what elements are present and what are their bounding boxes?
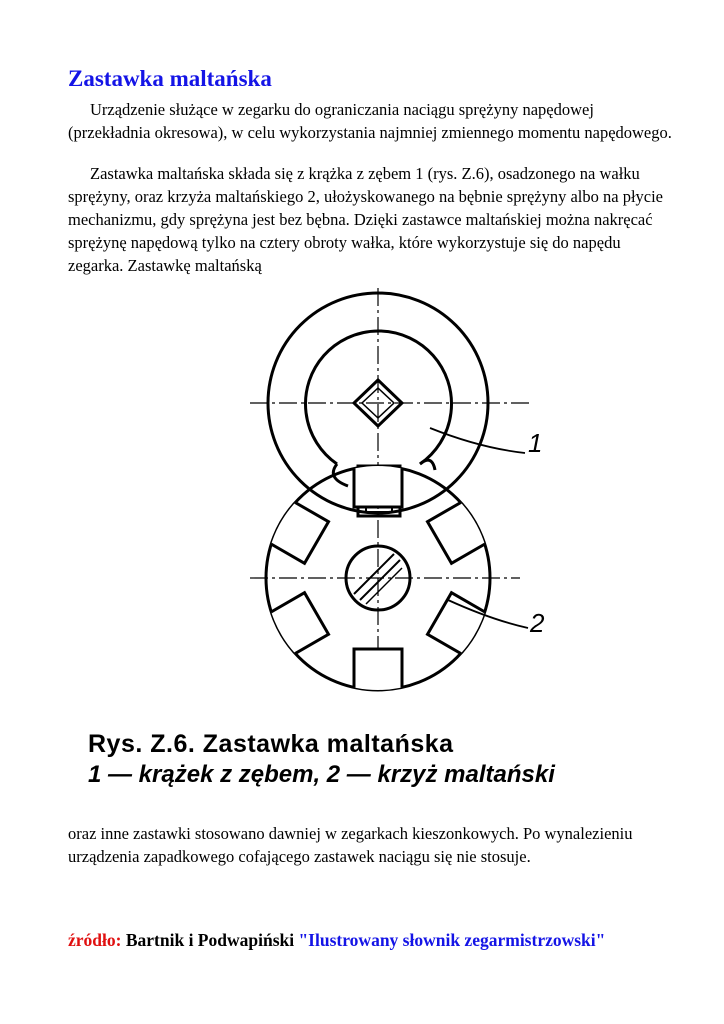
part-label-1: 1 xyxy=(528,428,543,458)
paragraph-description xyxy=(68,162,678,277)
caption-legend: 1 — krążek z zębem, 2 — krzyż maltański xyxy=(88,761,555,788)
part-label-2: 2 xyxy=(530,608,545,638)
paragraph-conclusion: oraz inne zastawki stosowano dawniej w zegarkach kieszonkowych. Po wynalezieniu urządzenia zapadkowego cofającego zastawek naciągu się nie stosuje. xyxy=(68,824,633,866)
source-title: "Ilustrowany słownik zegarmistrzowski" xyxy=(298,930,606,950)
source-authors: Bartnik i Podwapiński xyxy=(125,930,295,950)
geneva-drive-drawing xyxy=(230,288,570,708)
figure-caption xyxy=(88,730,555,789)
source-label: źródło: xyxy=(68,930,122,950)
paragraph-intro xyxy=(68,98,678,144)
geneva-drive-figure xyxy=(230,288,570,713)
caption-title: Rys. Z.6. Zastawka maltańska xyxy=(88,730,454,758)
source-line xyxy=(68,930,605,951)
paragraph-intro-text: Urządzenie służące w zegarku do ograniczania naciągu sprężyny napędowej (przekładnia okresowa), w celu wykorzystania najmniej zmiennego momentu napędowego. xyxy=(68,100,672,142)
paragraph-description-text: Zastawka maltańska składa się z krążka z zębem 1 (rys. Z.6), osadzonego na wałku sprężyny, oraz krzyża maltańskiego 2, ułożyskowanego na bębnie sprężyny albo na płycie mechanizmu, gdy sprężyna jest bez bębna. Dzięki zastawce maltańskiej można nakręcać sprężynę napędową tylko na cztery obroty wałka, które wykorzystuje się do napędu zegarka. Zastawkę maltańską xyxy=(68,164,664,275)
page-title: Zastawka maltańska xyxy=(68,66,272,91)
